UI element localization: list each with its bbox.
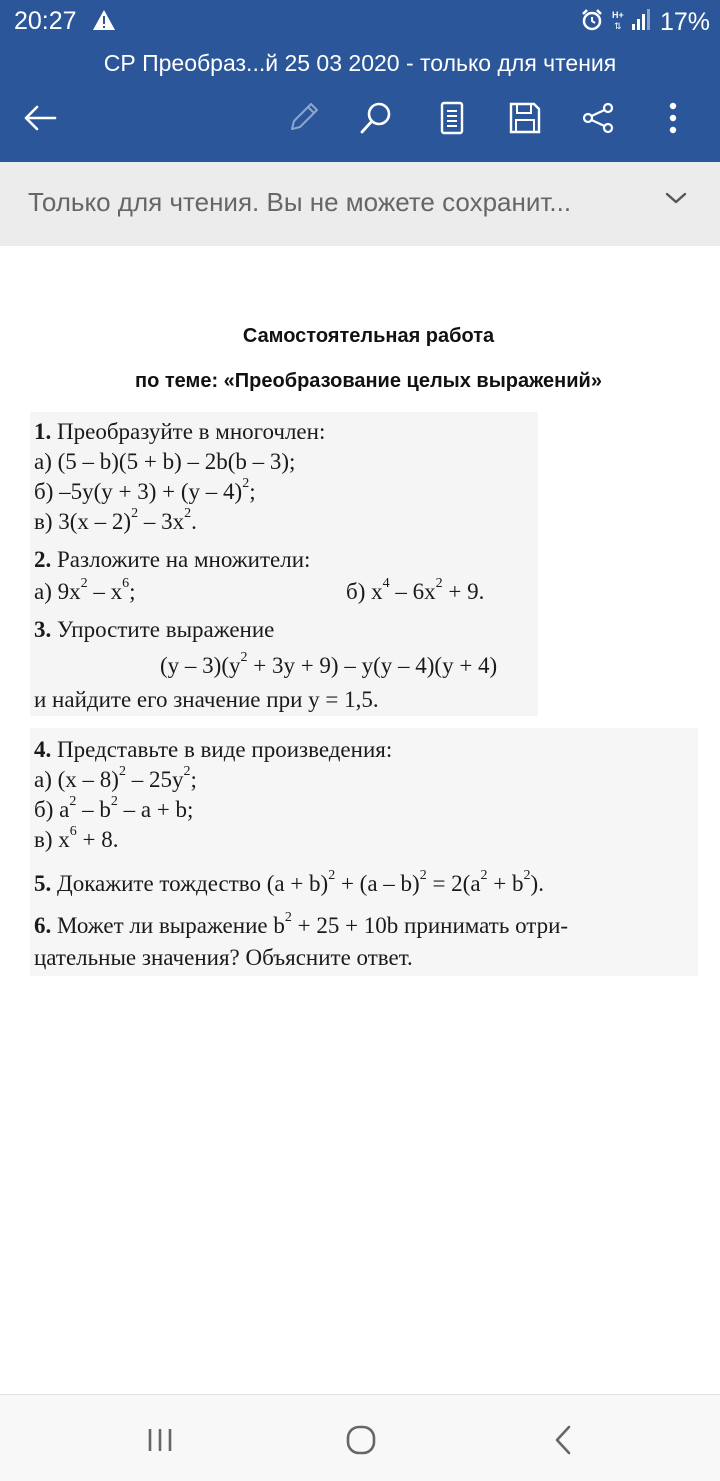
document-title: СР Преобраз...й 25 03 2020 - только для чтения [103, 50, 617, 76]
more-vert-icon [668, 101, 678, 140]
search-icon [359, 101, 393, 140]
task-4-heading: 4. Представьте в виде произведения: [34, 737, 393, 762]
save-icon [508, 101, 542, 140]
edit-pencil-icon [286, 101, 320, 140]
doc-heading: Самостоятельная работа [242, 325, 495, 347]
svg-text:⇅: ⇅ [613, 21, 622, 31]
edit-button[interactable] [281, 98, 325, 142]
more-options-button[interactable] [651, 98, 695, 142]
task-4b: б) $a^2 - b^2 - a + b$; [34, 794, 194, 822]
task-1-heading: 1. Преобразуйте в многочлен: [34, 419, 326, 444]
task-2b: б) $x^4 - 6x^2 + 9$. [346, 576, 485, 604]
task-1c: в) $3(x - 2)^2 - 3x^2$. [34, 506, 197, 534]
task-1a: а) (5 – b)(5 + b) – 2b(b – 3); [34, 449, 296, 474]
signal-icon [612, 8, 652, 37]
alert-icon [92, 9, 116, 36]
task-4a: а) $(x - 8)^2 - 25y^2$; [34, 764, 197, 792]
nav-back-button[interactable] [541, 1420, 585, 1464]
recents-button[interactable] [138, 1420, 182, 1464]
doc-subheading: по теме: «Преобразование целых выражений» [135, 370, 602, 392]
home-button[interactable] [339, 1420, 383, 1464]
task-1b: б) –5y(y + 3) + (y – 4)$^2$; [34, 476, 256, 504]
task-2-heading: 2. Разложите на множители: [34, 547, 311, 572]
back-button[interactable] [18, 98, 62, 142]
status-time: 20:27 [14, 7, 77, 35]
banner-message: Только для чтения. Вы не можете сохранит... [28, 187, 572, 217]
recents-icon [145, 1427, 175, 1458]
chevron-down-icon[interactable] [664, 190, 688, 211]
back-arrow-icon [23, 105, 57, 136]
task-6: 6. Может ли выражение $b^2 + 25 + 10b$ принимать отри- [34, 910, 569, 938]
reading-view-icon [439, 101, 465, 140]
search-button[interactable] [354, 98, 398, 142]
tasks-image-2 [30, 728, 698, 976]
task-3-tail: и найдите его значение при y = 1,5. [34, 687, 379, 712]
share-button[interactable] [576, 98, 620, 142]
status-bar [0, 0, 720, 44]
home-icon [346, 1425, 376, 1460]
app-bar [0, 0, 720, 162]
task-5: 5. Докажите тождество $(a + b)^2 + (a - b)^2 = 2(a^2 + b^2)$. [34, 868, 544, 896]
reading-view-button[interactable] [430, 98, 474, 142]
nav-back-icon [553, 1425, 573, 1460]
svg-text:H+: H+ [611, 10, 624, 20]
task-4c: в) $x^6 + 8$. [34, 824, 119, 852]
save-button[interactable] [503, 98, 547, 142]
task-6-line2: цательные значения? Объясните ответ. [34, 945, 413, 970]
share-icon [581, 101, 615, 140]
battery-level: 17% [659, 8, 710, 36]
task-2a: а) $9x^2 - x^6$; [34, 576, 136, 604]
alarm-icon [580, 8, 604, 37]
task-3-expression: $(y - 3)(y^2 + 3y + 9) - y(y - 4)(y + 4)$ [160, 650, 498, 678]
task-3-heading: 3. Упростите выражение [34, 617, 275, 642]
read-only-banner[interactable] [0, 162, 720, 246]
